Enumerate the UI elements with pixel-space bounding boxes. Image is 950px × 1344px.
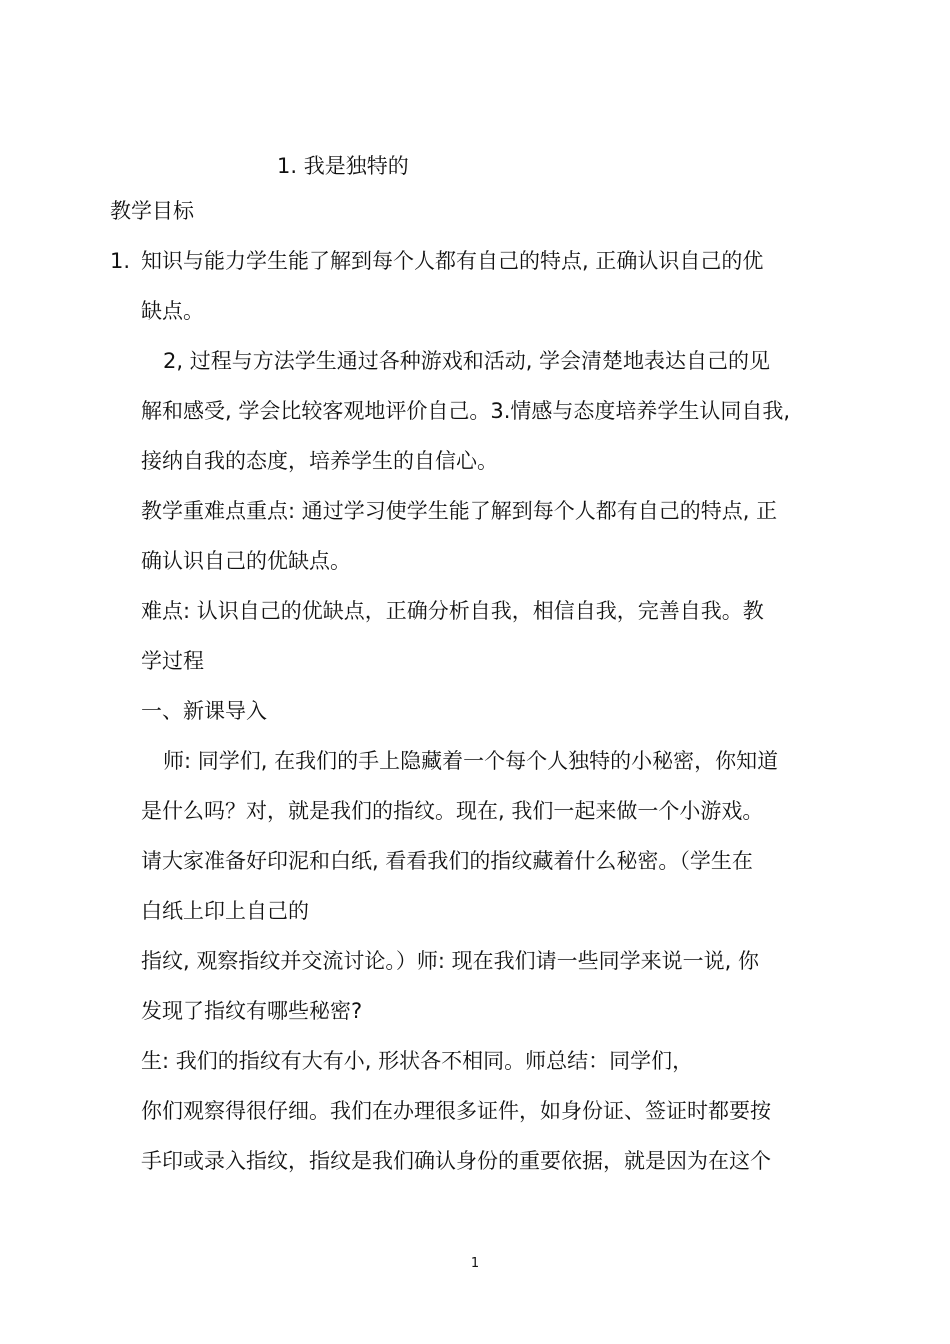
body-line: 白纸上印上自己的 [141,899,309,923]
body-line: 教学重难点重点: 通过学习使学生能了解到每个人都有自己的特点, 正 [141,499,778,523]
body-line: 请大家准备好印泥和白纸, 看看我们的指纹藏着什么秘密。（学生在 [141,849,753,873]
body-line: 解和感受, 学会比较客观地评价自己。3.情感与态度培养学生认同自我, [141,399,791,423]
body-line: 发现了指纹有哪些秘密? [141,999,363,1023]
body-line: 你们观察得很仔细。我们在办理很多证件，如身份证、签证时都要按 [141,1099,771,1123]
body-line: 确认识自己的优缺点。 [141,549,351,573]
list-marker: 1. [110,249,131,273]
body-line: 2, 过程与方法学生通过各种游戏和活动, 学会清楚地表达自己的见 [163,349,771,373]
body-line: 是什么吗？对，就是我们的指纹。现在, 我们一起来做一个小游戏。 [141,799,764,823]
body-line: 难点: 认识自己的优缺点，正确分析自我，相信自我，完善自我。教 [141,599,764,623]
body-line: 接纳自我的态度，培养学生的自信心。 [141,449,498,473]
body-line: 生: 我们的指纹有大有小, 形状各不相同。师总结：同学们， [141,1049,694,1073]
document-title: 1. 我是独特的 [277,154,409,178]
body-line: 知识与能力学生能了解到每个人都有自己的特点, 正确认识自己的优 [141,249,764,273]
section-heading: 教学目标 [110,199,194,223]
body-line: 缺点。 [141,299,204,323]
body-line: 学过程 [141,649,204,673]
page-number: 1 [470,1256,480,1271]
body-line: 指纹, 观察指纹并交流讨论。）师: 现在我们请一些同学来说一说, 你 [141,949,759,973]
body-line: 手印或录入指纹，指纹是我们确认身份的重要依据，就是因为在这个 [141,1149,771,1173]
body-line: 一、新课导入 [141,699,267,723]
body-line: 师: 同学们, 在我们的手上隐藏着一个每个人独特的小秘密，你知道 [163,749,779,773]
